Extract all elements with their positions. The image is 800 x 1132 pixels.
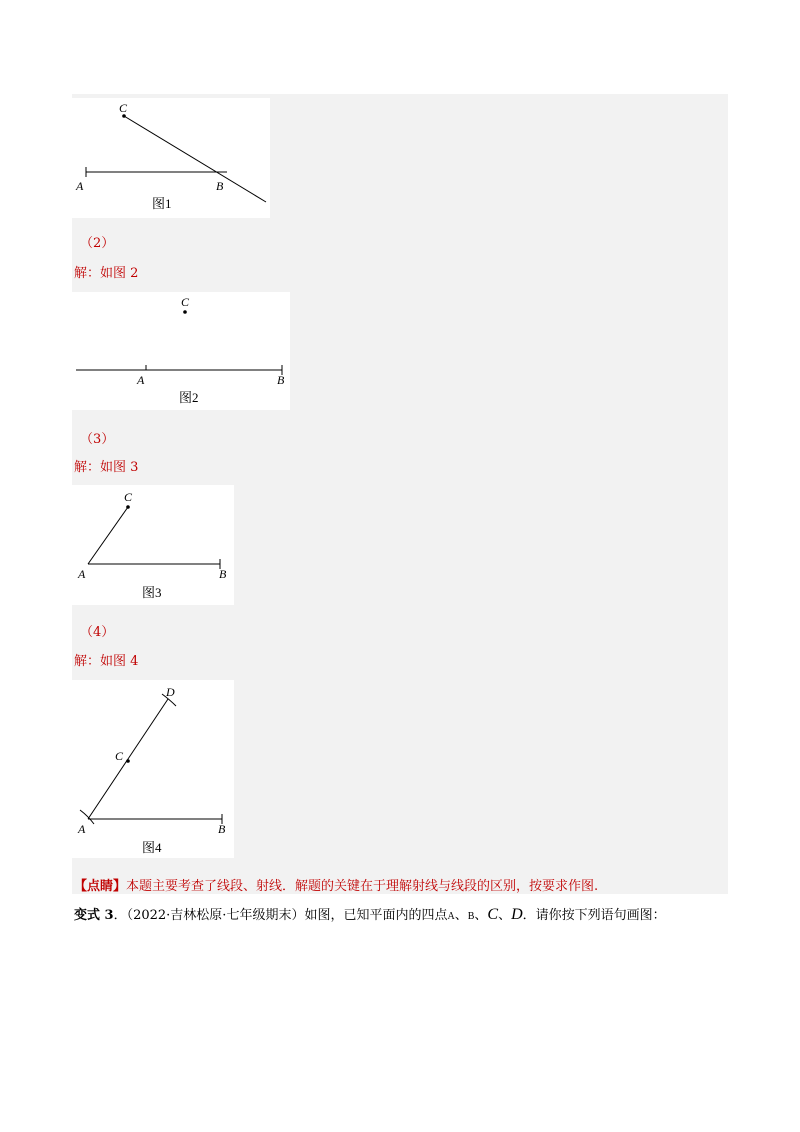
variant-3-line	[74, 904, 666, 924]
fig4-label-b: B	[218, 822, 226, 836]
point-d: D	[511, 906, 523, 923]
fig4-caption: 图4	[142, 840, 162, 855]
part-4-answer: 解：如图 4	[74, 654, 139, 669]
variant-dot: ．	[113, 908, 127, 923]
fig1-caption: 图1	[152, 196, 172, 211]
fig3-caption: 图3	[142, 585, 162, 600]
sep-2: 、	[474, 908, 488, 923]
part-4-label: （4）	[80, 625, 115, 640]
sep-1: 、	[454, 908, 468, 923]
figure-4	[72, 680, 234, 858]
variant-text-after: ．请你按下列语句画图：	[522, 908, 666, 923]
fig2-label-a: A	[137, 373, 145, 387]
variant-title: 变式 3	[74, 908, 114, 923]
variant-source: （2022·吉林松原·七年级期末）	[126, 908, 305, 923]
comment-line	[74, 875, 598, 894]
comment-text: 本题主要考查了线段、射线．解题的关键在于理解射线与线段的区别，按要求作图.	[126, 879, 599, 894]
point-b: B	[467, 911, 475, 922]
fig4-label-d: D	[166, 685, 175, 699]
fig3-label-a: A	[78, 567, 86, 581]
fig1-label-b: B	[216, 179, 224, 193]
figure-3	[72, 485, 234, 605]
fig1-label-c: C	[119, 101, 128, 115]
fig2-caption: 图2	[179, 390, 199, 405]
comment-tag: 【点睛】	[74, 879, 127, 894]
fig4-label-c: C	[115, 749, 124, 763]
figure-1	[72, 98, 270, 218]
fig1-label-a: A	[76, 179, 84, 193]
fig3-label-b: B	[219, 567, 227, 581]
fig2-label-b: B	[277, 373, 285, 387]
sep-3: 、	[498, 908, 512, 923]
part-3-label: （3）	[80, 432, 115, 447]
variant-text-before: 如图，已知平面内的四点	[304, 908, 448, 923]
figure-2	[72, 292, 290, 410]
part-2-answer: 解：如图 2	[74, 266, 139, 281]
fig3-label-c: C	[124, 490, 133, 504]
point-a: A	[447, 911, 455, 922]
part-3-answer: 解：如图 3	[74, 460, 139, 475]
fig4-label-a: A	[78, 822, 86, 836]
part-2-label: （2）	[80, 236, 115, 251]
point-c: C	[487, 906, 499, 923]
fig2-label-c: C	[181, 295, 190, 309]
